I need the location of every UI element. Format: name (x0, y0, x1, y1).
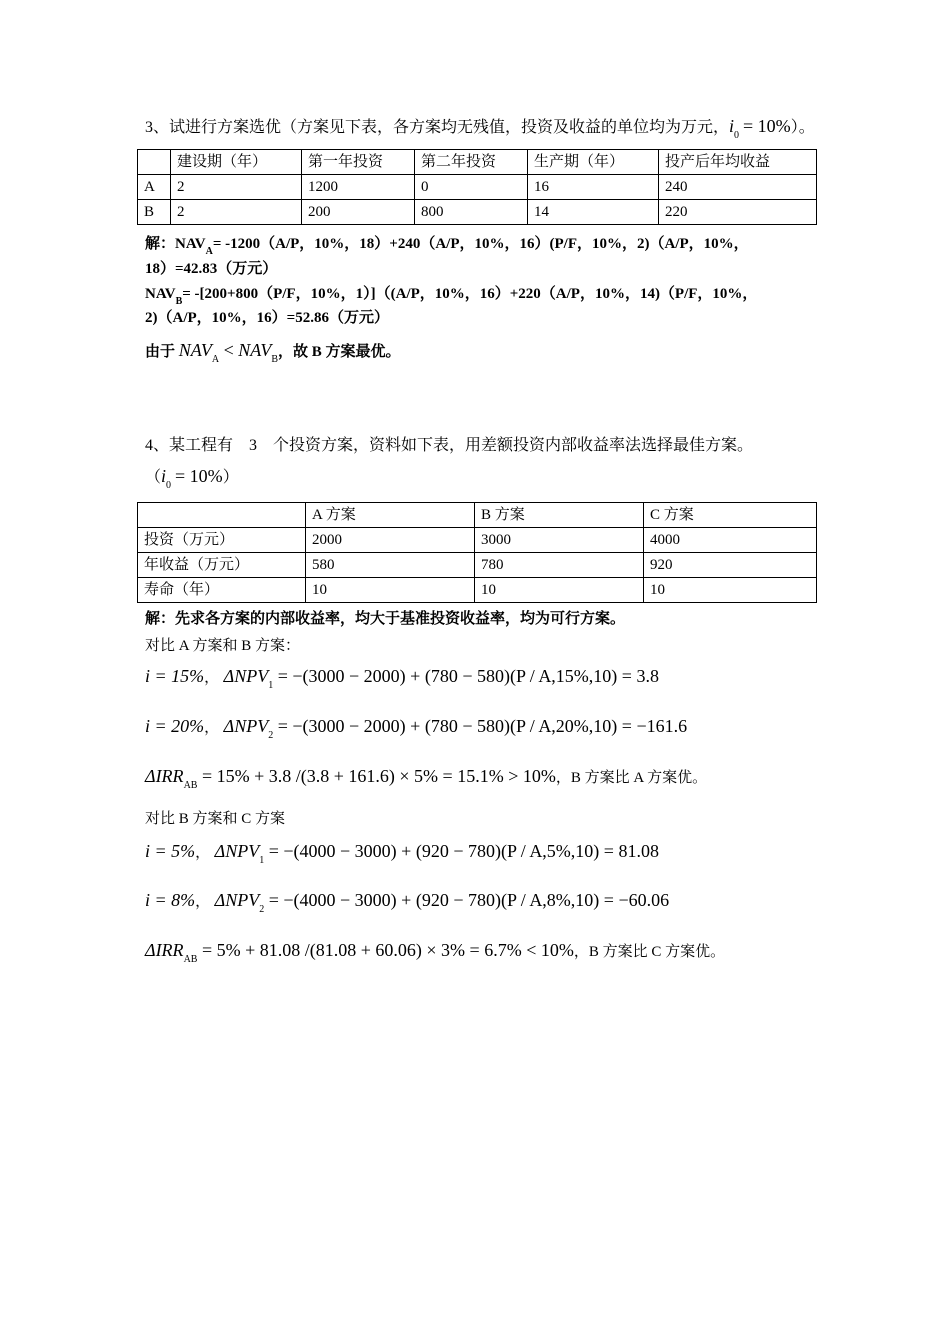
table-cell: 年收益（万元） (138, 553, 306, 578)
q3-concl-nav-b: NAV (238, 340, 272, 360)
q4-ab-irr-name: ΔIRR (145, 766, 184, 786)
q4-bc-eq2-name: ΔNPV (214, 890, 260, 910)
q4-bc-irr-name: ΔIRR (145, 940, 184, 960)
q4-i-rate: = 10% (175, 466, 223, 486)
table-cell: B (138, 200, 171, 225)
table-header-cell: 投产后年均收益 (659, 150, 817, 175)
q4-ab-eq1-sub: 1 (268, 680, 274, 691)
table-header-cell: B 方案 (475, 503, 644, 528)
q4-rate (145, 464, 239, 491)
q4-i-symbol: i (161, 466, 167, 486)
q4-compare-bc: 对比 B 方案和 C 方案 (145, 811, 286, 827)
q3-prompt (145, 114, 815, 141)
table-cell: A (138, 175, 171, 200)
q4-bc-eq1-sep: ， (195, 845, 211, 861)
table-row (138, 200, 817, 225)
q3-nav-a-sub: A (205, 246, 213, 257)
table-cell: 800 (415, 200, 528, 225)
q3-prompt-end: ）。 (790, 119, 815, 136)
table-header-cell (138, 150, 171, 175)
table-cell: 10 (306, 578, 475, 603)
q3-nav-b-line2: 2)（A/P，10%，16）=52.86（万元） (145, 310, 389, 326)
q4-bc-irr-sub: AB (183, 954, 198, 965)
table-cell: 2 (171, 200, 302, 225)
q3-concl-sub-b: B (271, 354, 279, 365)
q3-nav-a-expr: = -1200（A/P，10%，18）+240（A/P，10%，16）(P/F，10%，2)（A/P，10%， (212, 236, 749, 252)
table-cell: 580 (306, 553, 475, 578)
q3-i-sub: 0 (734, 130, 740, 141)
q4-ab-eq2-sub: 2 (268, 730, 274, 741)
table-header-cell: 第一年投资 (302, 150, 415, 175)
table-cell: 4000 (644, 528, 817, 553)
table-cell: 14 (528, 200, 659, 225)
q3-prompt-text: 3、试进行方案选优（方案见下表，各方案均无残值，投资及收益的单位均为万元， (145, 119, 730, 136)
q4-ab-eq2-sep: ， (204, 720, 220, 736)
q4-table (137, 502, 817, 603)
q3-concl-sub-a: A (211, 354, 220, 365)
table-row (138, 528, 817, 553)
q3-nav-b-line1 (145, 282, 758, 307)
q4-bc-eq2-sub: 2 (259, 904, 265, 915)
q4-prompt: 4、某工程有 3 个投资方案，资料如下表，用差额投资内部收益率法选择最佳方案。 (145, 437, 754, 454)
q3-i-symbol: i (729, 116, 735, 136)
q4-solution-text: 解：先求各方案的内部收益率，均大于基准投资收益率，均为可行方案。 (145, 611, 626, 627)
table-header-cell: A 方案 (306, 503, 475, 528)
q4-ab-irr-body: = 15% + 3.8 /(3.8 + 161.6) × 5% = 15.1% > 10% (197, 766, 556, 786)
q4-ab-eq2-body: = −(3000 − 2000) + (780 − 580)(P / A,20%,10) = −161.6 (273, 716, 688, 736)
table-cell: 3000 (475, 528, 644, 553)
q4-bc-eq1-body: = −(4000 − 3000) + (920 − 780)(P / A,5%,10) = 81.08 (264, 841, 659, 861)
q4-bc-eq2 (145, 890, 670, 915)
q3-concl-suffix: ，故 B 方案最优。 (278, 344, 401, 360)
table-cell: 780 (475, 553, 644, 578)
q4-ab-eq1-body: = −(3000 − 2000) + (780 − 580)(P / A,15%,10) = 3.8 (273, 666, 659, 686)
table-header-cell (138, 503, 306, 528)
q4-ab-eq1 (145, 666, 659, 691)
table-row (138, 553, 817, 578)
q3-nav-b-sub: B (175, 296, 183, 307)
q3-nav-a-name: NAV (175, 236, 206, 252)
table-cell: 10 (475, 578, 644, 603)
table-row (138, 578, 817, 603)
table-cell: 240 (659, 175, 817, 200)
q4-bc-eq1 (145, 841, 659, 866)
table-cell: 920 (644, 553, 817, 578)
q4-ab-eq1-i: i = 15% (145, 666, 205, 686)
table-cell: 寿命（年） (138, 578, 306, 603)
q4-bc-eq1-i: i = 5% (145, 841, 196, 861)
q4-ab-irr-conclusion: ，B 方案比 A 方案优。 (555, 770, 708, 786)
q4-bc-eq2-body: = −(4000 − 3000) + (920 − 780)(P / A,8%,10) = −60.06 (264, 890, 670, 910)
table-cell: 投资（万元） (138, 528, 306, 553)
q4-bc-irr-body: = 5% + 81.08 /(81.08 + 60.06) × 3% = 6.7% < 10% (197, 940, 574, 960)
q4-ab-irr (145, 766, 708, 791)
table-cell: 2 (171, 175, 302, 200)
table-cell: 2000 (306, 528, 475, 553)
q4-ab-eq1-sep: ， (204, 670, 220, 686)
q3-nav-a-line1 (145, 232, 749, 257)
table-cell: 0 (415, 175, 528, 200)
table-cell: 200 (302, 200, 415, 225)
q4-ab-eq1-name: ΔNPV (223, 666, 269, 686)
q3-concl-nav-a: NAV (178, 340, 212, 360)
q3-i-rate: = 10% (743, 116, 791, 136)
q3-concl-prefix: 由于 (145, 344, 176, 360)
q4-rate-close: ） (222, 469, 239, 486)
q3-table (137, 149, 817, 225)
table-header-row (138, 503, 817, 528)
q4-ab-eq2 (145, 716, 688, 741)
q4-bc-eq2-sep: ， (195, 894, 211, 910)
table-cell: 16 (528, 175, 659, 200)
q4-ab-eq2-i: i = 20% (145, 716, 205, 736)
table-header-cell: 生产期（年） (528, 150, 659, 175)
table-header-cell: C 方案 (644, 503, 817, 528)
q4-compare-ab: 对比 A 方案和 B 方案： (145, 638, 301, 654)
q4-ab-eq2-name: ΔNPV (223, 716, 269, 736)
table-header-row (138, 150, 817, 175)
q4-bc-eq1-sub: 1 (259, 855, 265, 866)
table-cell: 220 (659, 200, 817, 225)
table-header-cell: 建设期（年） (171, 150, 302, 175)
q4-ab-irr-sub: AB (183, 780, 198, 791)
q4-bc-eq1-name: ΔNPV (214, 841, 260, 861)
q4-bc-eq2-i: i = 8% (145, 890, 196, 910)
q3-solution-label: 解： (145, 236, 176, 252)
q4-bc-irr (145, 940, 726, 965)
q3-nav-a-line2: 18）=42.83（万元） (145, 261, 278, 277)
table-cell: 1200 (302, 175, 415, 200)
q3-conclusion (145, 340, 401, 365)
q3-nav-b-name: NAV (145, 286, 176, 302)
table-row (138, 175, 817, 200)
q4-bc-irr-conclusion: ，B 方案比 C 方案优。 (573, 944, 726, 960)
table-header-cell: 第二年投资 (415, 150, 528, 175)
q4-i-sub: 0 (166, 480, 172, 491)
q3-concl-lt: < (219, 340, 239, 360)
q3-nav-b-expr: = -[200+800（P/F，10%，1）]（(A/P，10%，16）+220（A/P，10%，14)（P/F，10%， (182, 286, 758, 302)
q4-rate-open: （ (145, 469, 162, 486)
table-cell: 10 (644, 578, 817, 603)
